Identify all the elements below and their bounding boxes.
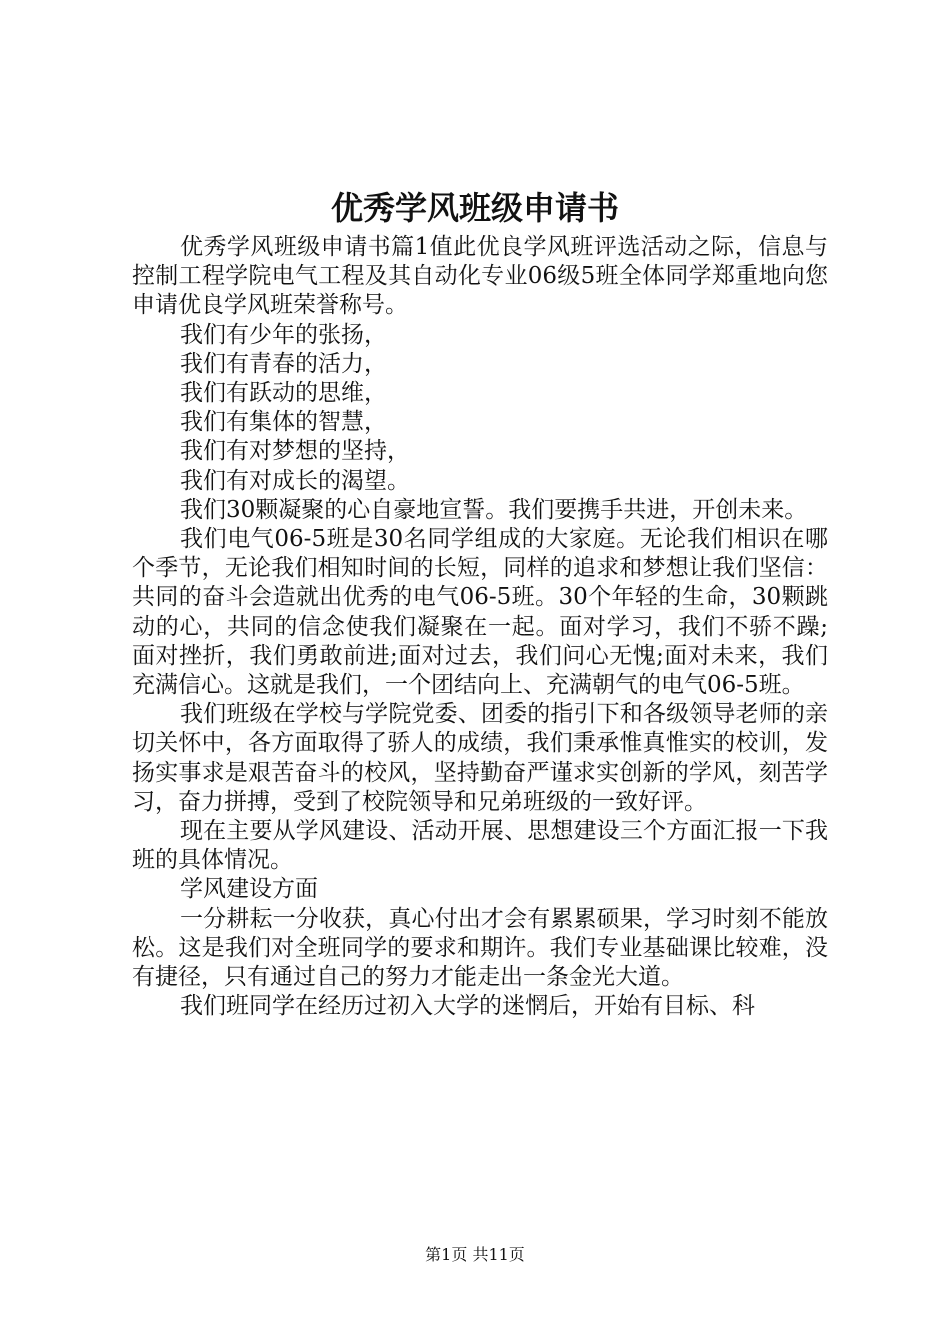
- paragraph: 我们30颗凝聚的心自豪地宣誓。我们要携手共进，开创未来。: [180, 496, 808, 523]
- paragraph: 我们班同学在经历过初入大学的迷惘后，开始有目标、科: [180, 993, 755, 1020]
- paragraph: 我们班级在学校与学院党委、团委的指引下和各级领导老师的亲切关怀中，各方面取得了骄人的成绩，我们秉承惟真惟实的校训，发扬实事求是艰苦奋斗的校风，坚持勤奋严谨求实创新的学风，刻苦学习，奋力拼搏，受到了校院领导和兄弟班级的一致好评。: [132, 701, 828, 815]
- paragraph: 我们有集体的智慧，: [180, 409, 387, 436]
- paragraph: 我们有跃动的思维，: [180, 380, 387, 407]
- paragraph: 一分耕耘一分收获，真心付出才会有累累硕果，学习时刻不能放松。这是我们对全班同学的要求和期许。我们专业基础课比较难，没有捷径，只有通过自己的努力才能走出一条金光大道。: [132, 905, 828, 991]
- document-title: 优秀学风班级申请书: [330, 189, 619, 227]
- page-footer: 第1页 共11页: [425, 1245, 525, 1264]
- paragraph: 我们有对成长的渴望。: [180, 467, 410, 494]
- document-body: [132, 233, 828, 1021]
- section-heading: 学风建设方面: [180, 876, 318, 903]
- paragraph: 优秀学风班级申请书篇1值此优良学风班评选活动之际，信息与控制工程学院电气工程及其自动化专业06级5班全体同学郑重地向您申请优良学风班荣誉称号。: [132, 234, 828, 319]
- paragraph: 现在主要从学风建设、活动开展、思想建设三个方面汇报一下我班的具体情况。: [132, 818, 828, 874]
- paragraph: 我们有青春的活力，: [180, 350, 387, 377]
- paragraph: 我们有少年的张扬，: [180, 321, 387, 348]
- paragraph: 我们电气06-5班是30名同学组成的大家庭。无论我们相识在哪个季节，无论我们相知时间的长短，同样的追求和梦想让我们坚信：共同的奋斗会造就出优秀的电气06-5班。30个年轻的生命，30颗跳动的心，共同的信念使我们凝聚在一起。面对学习，我们不骄不躁;面对挫折，我们勇敢前进;面对过去，我们问心无愧;面对未来，我们充满信心。这就是我们，一个团结向上、充满朝气的电气06-5班。: [132, 526, 828, 699]
- paragraph: 我们有对梦想的坚持，: [180, 438, 410, 465]
